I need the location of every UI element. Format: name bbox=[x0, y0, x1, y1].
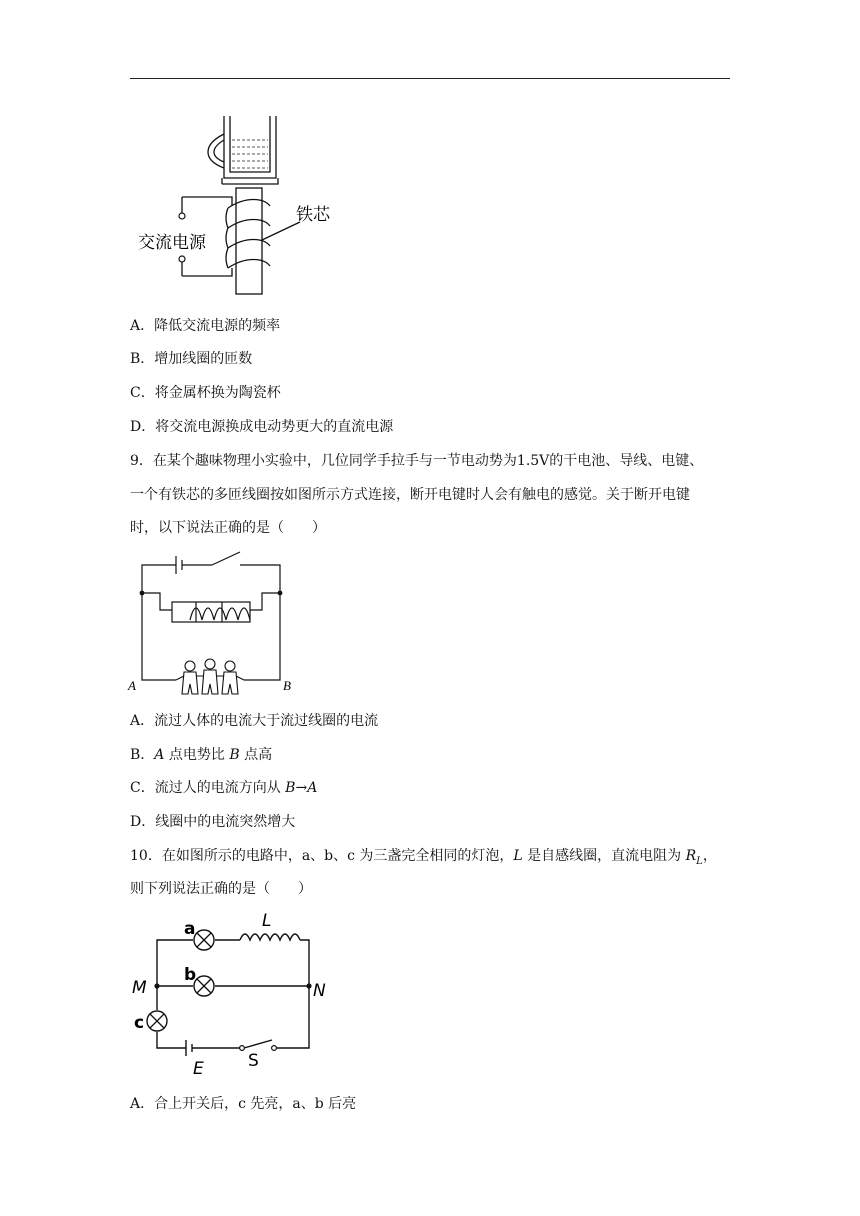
q10-stem-r: R bbox=[685, 848, 697, 864]
q8-option-b[interactable]: B．增加线圈的匝数 bbox=[130, 351, 253, 367]
q9-label-b: B bbox=[283, 678, 291, 693]
q8-option-d[interactable]: D．将交流电源换成电动势更大的直流电源 bbox=[130, 419, 394, 435]
q9-label-a: A bbox=[128, 678, 136, 693]
q10-figure bbox=[128, 905, 338, 1081]
q9-figure bbox=[126, 546, 306, 696]
q8-option-a[interactable]: A．降低交流电源的频率 bbox=[130, 318, 281, 334]
q9-option-b-suffix: 点高 bbox=[239, 747, 273, 763]
q9-option-a[interactable]: A．流过人体的电流大于流过线圈的电流 bbox=[130, 713, 379, 729]
header-rule bbox=[130, 78, 730, 79]
q9-option-b-var2: B bbox=[229, 747, 240, 763]
q10-stem-prefix: 10．在如图所示的电路中，a、b、c 为三盏完全相同的灯泡， bbox=[130, 848, 514, 864]
q9-option-d[interactable]: D．线圈中的电流突然增大 bbox=[130, 814, 296, 830]
q10-stem-mid: 是自感线圈，直流电阻为 bbox=[522, 848, 686, 864]
q9-option-b[interactable] bbox=[130, 746, 272, 764]
q9-option-b-var1: A bbox=[154, 747, 165, 763]
q10-label-l: L bbox=[262, 911, 272, 931]
q10-label-c: c bbox=[134, 1013, 145, 1033]
q9-option-b-prefix: B． bbox=[130, 747, 155, 763]
q10-stem-end: ， bbox=[702, 848, 717, 864]
q8-core-label: 铁芯 bbox=[296, 205, 330, 225]
q10-label-e: E bbox=[193, 1059, 204, 1079]
q10-label-b: b bbox=[184, 965, 197, 985]
q10-stem-l: L bbox=[513, 848, 523, 864]
q10-label-s: S bbox=[248, 1051, 259, 1071]
q10-stem-line-2: 则下列说法正确的是（ ） bbox=[130, 881, 312, 897]
q9-option-c-prefix: C．流过人的电流方向从 bbox=[130, 780, 286, 796]
q10-label-a: a bbox=[184, 919, 196, 939]
q10-label-n: N bbox=[313, 981, 326, 1001]
q10-label-m: M bbox=[132, 978, 147, 998]
q9-option-c-direction: B→A bbox=[285, 780, 318, 796]
q8-source-label: 交流电源 bbox=[138, 233, 206, 253]
q9-stem-line-3: 时，以下说法正确的是（ ） bbox=[130, 520, 326, 536]
q8-option-c[interactable]: C．将金属杯换为陶瓷杯 bbox=[130, 385, 281, 401]
q9-stem-line-2: 一个有铁芯的多匝线圈按如图所示方式连接，断开电键时人会有触电的感觉。关于断开电键 bbox=[130, 487, 690, 503]
q10-stem-r-sub: L bbox=[696, 855, 703, 867]
q8-figure bbox=[138, 112, 348, 298]
q10-stem-line-1 bbox=[130, 847, 717, 871]
q9-stem-line-1: 9．在某个趣味物理小实验中，几位同学手拉手与一节电动势为1.5V的干电池、导线、电键、 bbox=[130, 453, 704, 469]
q9-option-c[interactable] bbox=[130, 779, 317, 797]
q10-option-a[interactable]: A．合上开关后，c 先亮，a、b 后亮 bbox=[130, 1096, 357, 1112]
q9-option-b-mid: 点电势比 bbox=[164, 747, 230, 763]
